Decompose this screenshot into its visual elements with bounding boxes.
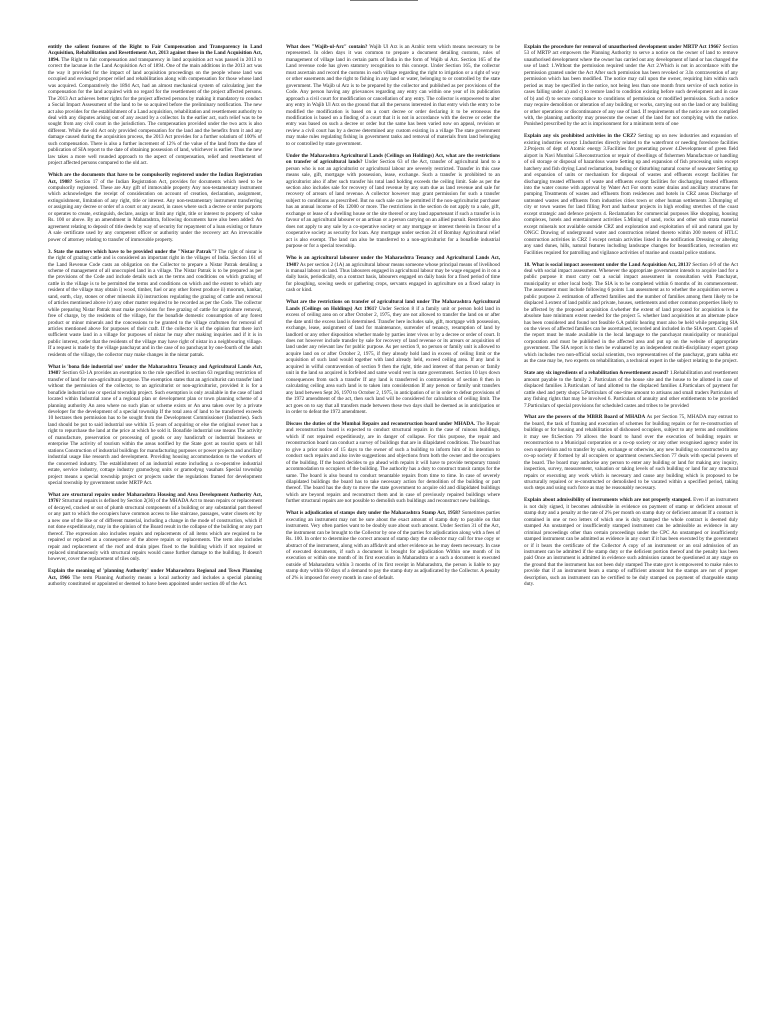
question-heading: What is 'bona fide industrial use' under the Maharashtra Tenancy and Agricultural Lands Act, 1948? bbox=[48, 363, 262, 377]
text-column-1 bbox=[48, 44, 262, 593]
question-heading: What are the restrictions on transfer of agricultural land under The Maharashtra Agricultural Lands (Ceilings on Holdings) Act 1961? bbox=[286, 299, 500, 312]
answer-text: Under Section 63 of the Act, transfer of agricultural land to a person who is not an agriculturist or agricultural labour are severely restricted. Transfer in this case means sale, gift, mortgage with possession, lease, exchange. Such a transfer is prohibited to an agriculturist also if after such transfer his total land holding exceeds the ceiling limit. Sale as per the section also includes sale for recovery of land revenue by any sum due as land revenue and sale for recovery of arrears of land revenue. A collector however may grant permission for such a transfer subject to conditions as prescribed. But no such sale can be permitted if the non-agriculturist purchaser has an annual income of Rs 12000 or more. The restrictions in the section do not apply to a sale, gift, exchange or lease of a dwelling house or the site thereof or any land appurtenant if such a transfer is in favour of an agricultural labourer or an artisan or a person carrying on an allied pursuit. Restriction also does not apply to any sale by a co-operative society or any mortgage or interest therein in favour of a cooperative society as security for loan. Any mortgage under section 24 of Bombay Agricultural relief act is also exempt. The land can also be transferred to a non-agriculturist for a bonafide industrial purpose or for a special township. bbox=[286, 159, 500, 250]
question-heading: 3. State the matters which have to be provided under the "Nistar Patrak"? bbox=[48, 248, 217, 255]
qa-paragraph bbox=[286, 44, 500, 147]
answer-text: 1.Rehabilitation and resettlement amount payable to the family 2. Particulars of the house site and the house to be allotted in case of displaced families 3.Particulars of land allotted to the displaced families 4.Particulars of payment for cattle shed and petty shops 5.Particulars of one-time amount to artisans and small traders Particulars of any fishing rights that may be involved 6. Particulars of annuity and other entitlements to be provided 7.Particulars of special provisions for scheduled castes and tribes to be provided bbox=[524, 370, 738, 409]
question-heading: 18. What is social impact assessment under the Land Acquisition Act, 2013? bbox=[524, 261, 691, 268]
question-heading: State any six ingredients of a rehabilitation &resettlement award? bbox=[524, 370, 669, 377]
question-heading: entitly the salient features of the Right to Fair Compensation and Transparency in Land Acquisition, Rehabilitation and Resettlement Act, 2013 against those in the Land Acquisition Act, 1894. bbox=[48, 44, 262, 63]
answer-text: The right of nistar is the right of grazing cattle and is considered an important right in the villages of India. Section 161 of the Land Revenue Code casts an obligation on the Collector to prepare a Nistar Patrak detailing a scheme of management of all unoccupied land in a village. The Nistar Patrak is to be prepared as per the provisions of the Code and include details such as the terms and conditions on which grazing of cattle in the village is to be permitted the terms and conditions on which and the extent to which any resident of the village may obtain i) wood, timber, fuel or any other forest produce ii) moorum, kankar, sand, earth, clay, stones or other minerals iii) instructions regulating the grazing of cattle and removal of articles mentioned above iv) any other matter required to be recorded as per the Code. The collector while preparing Nistar Patrak must make provisions for free grazing of cattle for agriculture removal, free of charge, by the residents of the village, for the bonafide domestic consumption of any forest product or minor minerals and the concessions to be granted to the village craftsmen for removal of articles mentioned above for purposes of their craft. If the collector is of the opinion that there isn't sufficient waste land in a village for purposes of nistar he may after making inquiries and if it is in public interest, order that the residents of the village may have right of nistar in a neighbouring village. If a request is made by the village panchayat and in the case of no panchayat by one-fourth of the adult residents of the village, the collector may make changes in the nistar patrak. bbox=[48, 248, 262, 358]
question-heading: Explain any six prohibited activities in the CRZ? bbox=[524, 133, 637, 140]
qa-paragraph bbox=[524, 44, 738, 128]
answer-text: Even if an instrument is not duly signed, it becomes admissible in evidence on payment of stamp or deficient amount of stamp duty and a penalty at the rate of 2% per month on stamp duty or deficient amount If a contract is contained in one or two letters of which one is duly stamped the whole contract is deemed duly stamped An unstamped or insufficiently stamped instrument can be admissible as evidence in any criminal proceedings other than certain proceedings under the CPC An unstamped or insufficiently stamped instrument can be admitted as evidence in any court if it has been executed by the government or if it bears the certificate of the Collector A copy of an instrument or an oral admission of an instrument can be admitted if the stamp duty or the deficient portion thereof and the penalty has been paid Once an instrument is admitted in evidence such admission cannot be questioned at any stage on the ground that the instrument has not been duly stamped The state govt is empowered to make rules to provide that if an instrument bears a stamp of sufficient amount but the stamps are not of proper description, such an instrument can be certified to be duly stamped on payment of chargeable stamp duty. bbox=[524, 497, 738, 588]
question-heading: What are the powers of the MBRR Board of MHADA bbox=[524, 414, 646, 421]
qa-paragraph bbox=[48, 44, 262, 167]
qa-paragraph bbox=[524, 370, 738, 409]
answer-text: Sometimes parties executing an instrument may not be sure about the exact amount of stamp duty to payable on that instrument. Very often parties want to be doubly sure about such amount. Under Section 31 of the Act, the instrument can be brought to the Collector by one of the parties for adjudication along with a fees of Rs. 100. In order to determine the correct amount of stamp duty the collector may call for true copy or abstract of the instrument, along with an affidavit and other evidence as he may deem necessary. In case of executed documents, if such a document is brought for adjudication Within one month of its execution or within one month of its first execution in Maharashtra or a such a document is executed outside of Maharashtra within 3 months of its first receipt in Maharashtra, the person is liable to pay stamp duty within 60 days of a demand to pay the stamp duty as adjudicated by the Collector. A penalty of 2% is imposed for every month in case of default. bbox=[286, 510, 500, 581]
qa-paragraph bbox=[286, 153, 500, 250]
answer-text: Section 53 of MRTP act empowers the Planning Authority to serve a notice on the owner of land to remove unauthorised development where the owner has carried out any development of land or has changed the use of land: 1.Without the permission required under the Act 2.Which is not in accordance with the permission granted under the Act After such permission has been revoked or 3.In contravention of any permission which has been modified. The notice may call upon the owner, requiring him within such period as may be specified in the notice, not being less than one month from service of such notice in cases falling under a) and c) to restore land to condition existing before such development and in case of b) and d) to secure compliance to conditions of permission or modified permission. Such a notice may require demolition or alteration of any building or works, carrying out on the land or any building or other operations or discontinuance of any use of land. If requirements of the notice are not complied with, the planning authority may prosecute the owner of the land for not complying with the notice. Punished prescribed by the act is imprisonment for a minimum term of one bbox=[524, 44, 738, 128]
question-heading: Explain the procedure for removal of unauthorised development under MRTP Act 1966? bbox=[524, 44, 722, 50]
question-heading: What does "Wajib-ul-Arz" contain? bbox=[286, 44, 368, 50]
question-heading: Under the Maharashtra Agricultural Lands (Ceilings on Holdings) Act, what are the restrictions on transfer of agricultural lands? bbox=[286, 152, 500, 166]
qa-paragraph bbox=[524, 414, 738, 491]
question-heading: Explain the meaning of 'planning Authority' under Maharashtra Regional and Town Planning Act, 1966 bbox=[48, 568, 262, 581]
answer-text: As per section 2 (1A) an agricultural labour means someone whose principal means of livelihood is manual labour on land. Thus labourers engaged in agricultural labour may be wage engaged in it on a daily basis, periodically, on a contract basis, labourers engaged on daily basis for a fixed period of time for ploughing, sowing seeds or gathering crops, servants engaged in agriculture on a fixed salary in cash or kind. bbox=[286, 261, 500, 294]
question-heading: Which are the documents that have to be compulsorily registered under the Indian Registration Act, 1908? bbox=[48, 172, 262, 185]
answer-text: As per Section 75, MHADA may entrust to the board, the task of framing and execution of schemes for building repairs or for re-construction of buildings or for housing and rehabilitation of dishoused occupiers, subject to any terms and conditions it may see fit.Section 79 allows the board to hand over the execution of building repairs or reconstruction to a Municipal corporation or a co-op society or any other recognised agency under its own supervision and to transfer by sale, exchange or otherwise, any new building so constructed to any co-op society if formed by all occupiers or apartment owners.Section 77 deals with special powers of the board. The board may authorise any person to enter any building or land for making any inquiry, inspection, survey, measurement, valuation or taking levels of such building or land for any structural repairs or executing any work which is necessary and cause any building which is proposed to be structurally repaired or re-constructed or demolished to be vacated within a specified period, taking such steps and using such force as may be reasonably necessary. bbox=[524, 414, 738, 492]
answer-text: Under Section 8 if a family unit or person hold land in excess of ceiling area on or after October 2, 1975, they are not allowed to transfer the land on or after the date until the excess land is determined. Transfer here includes sale, gift, mortgage with possession, exchange, lease, assignment of land for maintenance, surrender of tenancy, resumption of land by landlord or any other disposition whether made by parties inter vivos or by a decree or order of court. It does not however include transfer by sale for recovery of land revenue or its arrears or acquisition of land under any relevant law for public purpose. As per section 9, no person or family unit is allowed to acquire land on or after October 2, 1975, if they already hold land in excess of ceiling limit or the acquisition of such land would together with land already held, exceed ceiling area. If any land is acquired in wilful contravention of section 9 then the right, title and interest of that person or family unit in the land so acquired is forfeited and same would vest in state government. Section 10 lays down consequences from such a transfer If any land is transferred in contravention of section 8 then in calculating ceiling area such land is to taken into consideration If any person or family unit transfers any land between Sept 26, 1970 to October 2, 1975, in anticipation of or in order to defeat provisions of the 1972 amendment of the act, then such land will be considered for calculation of ceiling limit. The act goes on to say that all transfers made between these two days shall be deemed as in anticipation or in order to defeat the 1972 amendment. bbox=[286, 305, 500, 415]
qa-paragraph bbox=[524, 262, 738, 365]
qa-paragraph bbox=[524, 497, 738, 587]
answer-text: Section 17 of the Indian Registration Act, provides for documents which need to be compulsorily registered. These are Any gift of immovable property Any non-testamentary instrument which acknowledges the receipt of consideration on account of creation, declaration, assignment, extinguishment, limitation of any right, title or interest. Any non-testamentary instrument transferring or assigning any decree or order of a court or any award, in cases where such a decree or order purports or operates to create, extinguish, declare, assign or limit any right, title or interest to property of value Rs. 100 or above. By an amendment in Maharashtra, following documents have also been added: An agreement relating to deposit of title deeds by way of security for repayment of a loan existing or future A sale certificate used by any competent officer or authority under the recovery act An irrevocable power of attorney relating to transfer of immovable property. bbox=[48, 178, 262, 243]
answer-text: Section 63-1A provides an exemption to the rule specified in section 63 regarding restriction of transfer of land for non-agricultural purpose. The exemption states that an agriculturist can transfer land without the permission of the collector, to an agriculturist or non-agriculturist, provided it is for a bonafide industrial use or special township project. Such exemption is only available in the case of land located within Industrial zone of a regional plan or development plan or town planning scheme of a planning authority An area where no such plan or scheme exists or An area taken over by a private developer for the development of a special township If the total area of land to be transferred exceeds 10 hectares then permission has to be sought from the Development Commissioner (Industries). Such land should be put to said industrial use within 15 years of acquiring or else the original owner has a right to repurchase the land at the price at which he sold it. Bonafide industrial use means The activity of manufacture, preservation or processing of goods or any handicraft or industrial business or enterprise The activity of tourism within the areas notified by the State govt as tourist spots or hill stations Construction of industrial buildings for manufacturing purposes or power projects and ancillary industrial usage like research and development. Providing housing accommodation to the workers of the concerned industry. The establishment of an industrial estate including a co-operative industrial estate, service industry, cottage industry gramodyog units or gramodyog vasahats Special township project means a special township project or projects under the regulations framed for development special township by government under MRTP Act. bbox=[48, 370, 262, 486]
answer-text: Wajib Ul Arz is an Arabic term which means necessary to be represented. In olden days it was common to prepare a document detailing customs, rules of management of village land in certain parts of India in the form of Wajib ul Arz. Section 165 of the Land revenue code has given statutory recognition to this concept. Under Section 165, the collector must ascertain and record the customs in each village regarding the right to irrigation or a right of way or other easements and the right to fishing in any land or water, belonging to or controlled by the state government. The Wajib ul Arz is to be prepared by the collector and published as per provisions of the Code. Any person having any grievances regarding any entry can within one year of its publication approach a civil court for modification or cancellation of any entry. The collector is empowered to alter any entry in Wajib Ul Arz on the ground that all the persons interested in that entry wish the entry to be modified the modification is based on a court decree or order declaring it to be erroneous the modification is based on a finding of a court that it is not in accordance with the decree or order the entry was based on such a decree or order but the same has been varied now on appeal, revision or review a civil court has by a decree determined any custom existing in a village The state government may make rules regulating fishing in government tanks and removal of materials from land belonging to or controlled by state government. bbox=[286, 44, 500, 147]
text-column-3 bbox=[524, 44, 738, 593]
question-heading: What are structural repairs under Maharashtra Housing and Area Development Authority Act, 1976? bbox=[48, 491, 262, 505]
page-top-mark bbox=[350, 0, 418, 4]
answer-text: The term Planning Authority means a local authority and includes a special planning authority constituted or appointed or deemed to have been appointed under section 40 of the Act. bbox=[48, 574, 262, 588]
qa-paragraph bbox=[524, 133, 738, 256]
qa-paragraph bbox=[286, 510, 500, 581]
qa-paragraph bbox=[48, 492, 262, 563]
qa-paragraph bbox=[286, 255, 500, 294]
answer-text: The Right to fair compensation and transparency in land acquisition act was passed in 2013 to correct the lacunae in the Land Acquisition Act of 1894. One of the main additions in the 2013 act was the way it provided for the impact of land acquisition proceedings on the people whose land was occupied and envisaged proper relief and rehabilitation along with compensation for those whose land was acquired. Comparatively the 1894 Act, had an almost mechanical system of calculating just the compensation for the land acquired with no regard for the resettlement of the project affected persons. The 2013 Act achieves better rights for the project affected persons by making it mandatory to conduct a Social Impact Assessment of the land to be so acquired before the preliminary notification. The new act also provides for the establishment of a Land acquisition, rehabilitation and resettlement authority to deal with any disputes arising out of any award by a collector. In the earlier act, such relief was to be sought from any civil court in the jurisdiction. The compensation provided under the two acts is also different. While the old Act only provided compensation for the land and the benefits from it and any damage caused during the acquisition process, the 2013 Act provides for a further solatium of 100% of such compensation. There is also a further increment of 12% of the value of the land from the date of publication of SIA report to the date of obtaining possession of land, whichever is earlier. Thus the new law takes a more well rounded approach to the aspect of compensation, relief and resettlement of project affected persons compared to the old act. bbox=[48, 56, 262, 167]
qa-paragraph bbox=[48, 568, 262, 587]
answer-text: Section 4-9 of the Act deal with social impact assessment. Whenever the appropriate government intends to acquire land for a public purpose it must carry out a social impact assessment in consultation with Panchayat, municipality or other local body. The SIA is to be completed within 6 months of its commencement. The assessment must include following 6 points 1.an assessment as to whether the acquisition serves a public purpose 2. estimation of affected families and the number of families among them likely to be displaced 3.extent of land public and private, houses, settlements and other common properties likely to be affected by the proposed acquisition 4.whether the extent of land proposed for acquisition is the absolute bare minimum extent needed for the project 5. whether land acquisition at an alternate place has been considered and found not feasible 6.A public hearing must also be held while preparing SIA on the views of affected families can be ascertained, recorded and included in the SIA report. Copies of the report must be made available in the local language to the panchayat municipality or municipal corporation and must be published in the affected area and put up on the website of appropriate government. The SIA report is to then be evaluated by an independent multi-disciplinary expert group which includes two non-official social scientists, two representatives of the panchayat, gram sabha etc as the case may be, two experts on rehabilitation, a technical expert in the subject relating to the project. bbox=[524, 261, 738, 365]
question-heading: Discuss the duties of the Mumbai Repairs and reconstruction board under MHADA. bbox=[286, 420, 476, 427]
answer-text: Structural repairs is defined by Section 2(36) of the MHADA Act to mean repairs or replacement of decayed, cracked or out of plumb structural components of a building or any substantial part thereof or any part to which the occupiers have common access to like staircase, passages, water closets etc by a new one of the like or of different material, including a change in the mode of construction, which if not done expeditiously, may in the opinion of the Board result in the collapse of the building or any part thereof. The expression also includes repairs and replacements of all items which are required to be repaired or replaced as a consequence of the above repairs or replacements. The term also includes repair and replacement of the roof and drain pipes fixed to the building which if not repaired or replaced simultaneously with structural repairs would cause further damage to the building. It doesn't however, cover the replacement of tiles only. bbox=[48, 498, 262, 563]
answer-text: The Repair and reconstruction board is expected to conduct structural repairs in the case of ruinous buildings, which if not repaired expeditiously, are in danger of collapse. For this purpose, the repair and reconstruction board can conduct a survey of buildings that are in dilapidated conditions. The board has to give a prior notice of 15 days to the owner of such a building to inform him of its intention to conduct such repairs and also invite suggestions and objections from both the owner and the occupiers of the building. If the board decides to go ahead with repairs it will have to provide temporary transit accommodation to occupiers of the building. The authority has a duty to construct transit camps for the same. The board is also bound to conduct tenantable repairs from time to time. In case of severely dilapidated buildings the board has to take necessary action for demolition of the building or part thereof. The board has the duty to move the state government to acquire old and dilapidated buildings which are beyond repairs and reconstruct them and in case of previously repaired buildings where further structural repairs are not possible to demolish such buildings and reconstruct new buildings. bbox=[286, 420, 500, 505]
question-heading: Who is an agricultural labourer under the Maharashtra Tenancy and Agricultural Lands Act, 1948? bbox=[286, 255, 500, 268]
qa-paragraph bbox=[286, 299, 500, 415]
qa-paragraph bbox=[48, 172, 262, 243]
qa-paragraph bbox=[48, 249, 262, 359]
question-heading: What is adjudication of stamps duty under the Maharashtra Stamp Act, 1958? bbox=[286, 510, 461, 517]
answer-text: Setting up on new industries and expansion of existing industries except 1.Industries directly related to the waterfront or needing foreshore facilities 2.Projects of dept of Atomic energy 3.Facilities for generating power 4.Development of green field airport in Navi Mumbai 5.Reconstruction or repair of dwellings of fishermen Manufacture or handling of oil storage or disposal of hazardous waste Setting up and expansion of fish processing units except hatchery and fish drying Land reclamation, bunding or disturbing natural course of seawater Setting up and expansion of units or mechanism for disposal of wastes and effluents except facilities for discharging treated effluents of waste and effluents except facilities for discharging treated effluents into the water course with approval by Water Act For storm water drains and ancillary structures for pumping Treatments of wastes and effluents from residences and hotels in CRZ areas Discharge of untreated wastes and effluents from industries cities town or other human settlements 3.Dumping of city or town wastes for land filling Port and harbour projects in high eroding stretches of the coast except strategic and defence projects 4. Reclamation for commercial purposes like shopping, housing complexes, hotels and entertainment activities 5.Mining of sand, rocks and other sub strata material except minerals not available outside CRZ and exploration and exploitation of oil and natural gas by ONGC Drawing of underground water and construction related thereto within 200 meters of HTLC construction activities in CRZ I except certain activities listed in the notification Dressing or altering any sand dunes, hills, natural features including landscape changes for beautification, recreation etc Facilities required for patrolling and vigilance activities of marine and coastal police stations. bbox=[524, 133, 738, 256]
question-heading: Explain about admissibility of instruments which are not properly stamped. bbox=[524, 497, 692, 504]
qa-paragraph bbox=[286, 421, 500, 505]
text-column-2 bbox=[286, 44, 500, 587]
qa-paragraph bbox=[48, 364, 262, 487]
